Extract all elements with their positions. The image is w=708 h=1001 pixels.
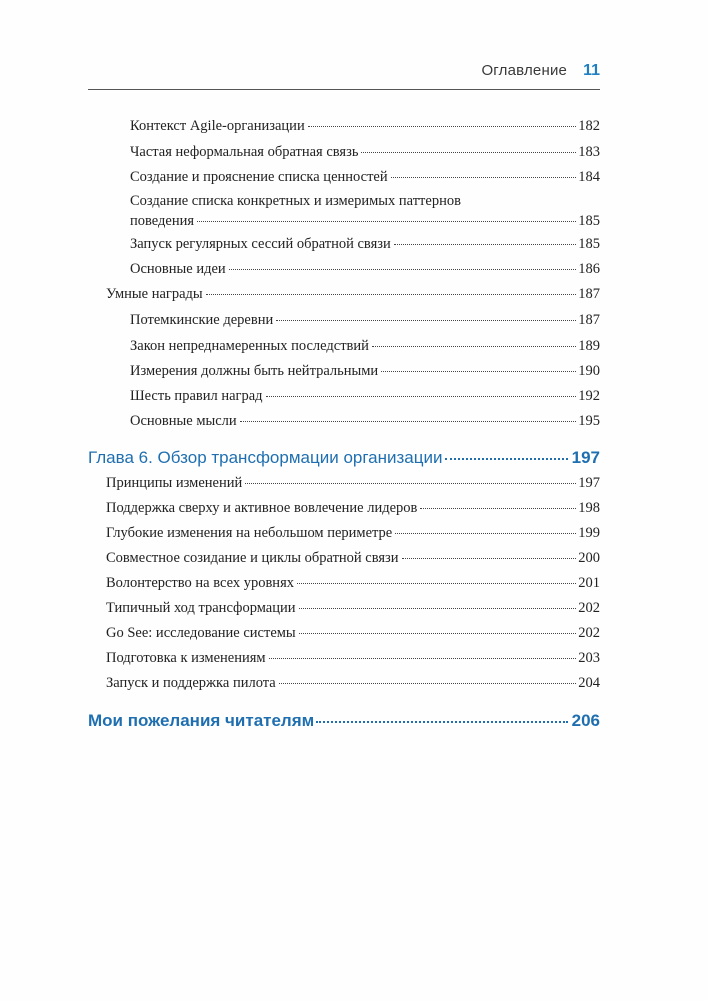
dot-leader — [245, 483, 576, 484]
toc-section[interactable] — [106, 550, 600, 567]
toc-entry-label: Закон непреднамеренных последствий — [130, 338, 369, 354]
toc-entry-label: Создание и прояснение списка ценностей — [130, 169, 388, 185]
toc-entry-label: Частая неформальная обратная связь — [130, 144, 359, 160]
toc-section-page: 201 — [578, 575, 600, 591]
header-rule — [88, 89, 600, 90]
dot-leader — [372, 346, 576, 347]
toc-section[interactable] — [106, 575, 600, 592]
toc-section[interactable] — [106, 675, 600, 692]
toc-section-page: 202 — [578, 625, 600, 641]
toc-entry-page: 185 — [578, 236, 600, 252]
toc-section-label: Глубокие изменения на небольшом периметре — [106, 525, 393, 541]
header-section-title: Оглавление — [481, 62, 568, 79]
toc-entry-page: 186 — [578, 261, 600, 277]
toc-entry-label: Основные мысли — [130, 413, 237, 429]
toc-entry-label: Шесть правил наград — [130, 388, 263, 404]
dot-leader — [299, 633, 577, 634]
final-section-page: 206 — [571, 711, 600, 730]
dot-leader — [381, 371, 576, 372]
running-header — [88, 62, 600, 84]
toc-entry[interactable] — [130, 261, 600, 278]
toc-section[interactable] — [106, 500, 600, 517]
toc-entry-page: 184 — [578, 169, 600, 185]
toc-entry[interactable] — [130, 338, 600, 355]
toc-section-page: 197 — [578, 475, 600, 491]
dot-leader — [240, 421, 577, 422]
toc-entry-page: 190 — [578, 363, 600, 379]
toc-entry[interactable] — [130, 388, 600, 405]
dot-leader — [395, 533, 576, 534]
dot-leader — [279, 683, 577, 684]
toc-entry[interactable] — [130, 169, 600, 186]
dot-leader — [394, 244, 577, 245]
final-section-title: Мои пожелания читателям — [88, 711, 315, 730]
dot-leader — [206, 294, 577, 295]
toc-section-label: Подготовка к изменениям — [106, 650, 266, 666]
dot-leader — [402, 558, 577, 559]
toc-entry-label-line1: Создание списка конкретных и измеримых паттернов — [130, 193, 461, 209]
toc-section-page: 200 — [578, 550, 600, 566]
toc-section-page: 199 — [578, 525, 600, 541]
toc-section[interactable] — [106, 525, 600, 542]
dot-leader — [197, 221, 576, 222]
toc-section-label: Запуск и поддержка пилота — [106, 675, 276, 691]
toc-entry-page: 183 — [578, 144, 600, 160]
toc-section-page: 202 — [578, 600, 600, 616]
dot-leader — [420, 508, 576, 509]
toc-entry-label: Запуск регулярных сессий обратной связи — [130, 236, 391, 252]
toc-entry[interactable] — [130, 144, 600, 161]
toc-section-label: Go See: исследование системы — [106, 625, 296, 641]
toc-entry-page: 189 — [578, 338, 600, 354]
toc-section-label: Умные награды — [106, 286, 203, 302]
toc-entry-page: 192 — [578, 388, 600, 404]
dot-leader — [276, 320, 576, 321]
dot-leader — [445, 458, 568, 460]
toc-section-label: Принципы изменений — [106, 475, 243, 491]
toc-section[interactable] — [106, 286, 600, 303]
toc-entry-label: Измерения должны быть нейтральными — [130, 363, 379, 379]
toc-section-page: 198 — [578, 500, 600, 516]
chapter-page: 197 — [571, 448, 600, 467]
toc-section-page: 203 — [578, 650, 600, 666]
toc-entry-label: Потемкинские деревни — [130, 312, 274, 328]
toc-entry-page: 195 — [578, 413, 600, 429]
toc-section[interactable] — [106, 625, 600, 642]
toc-entry-label: Контекст Agile-организации — [130, 118, 305, 134]
toc-section-page: 204 — [578, 675, 600, 691]
dot-leader — [269, 658, 577, 659]
toc-chapter-6[interactable] — [88, 448, 600, 468]
dot-leader — [361, 152, 576, 153]
dot-leader — [299, 608, 577, 609]
toc-section[interactable] — [106, 600, 600, 617]
toc-entry-label-line2: поведения — [130, 213, 195, 229]
toc-entry[interactable] — [130, 363, 600, 380]
toc-section-label: Совместное созидание и циклы обратной связи — [106, 550, 399, 566]
toc-entry[interactable] — [130, 118, 600, 135]
toc-final-section[interactable] — [88, 711, 600, 731]
toc-section[interactable] — [106, 475, 600, 492]
toc-section-page: 187 — [578, 286, 600, 302]
dot-leader — [266, 396, 577, 397]
toc-entry-multiline[interactable] — [130, 193, 600, 230]
dot-leader — [308, 126, 577, 127]
dot-leader — [391, 177, 577, 178]
toc-entry-page: 185 — [578, 213, 600, 229]
toc-entry[interactable] — [130, 236, 600, 253]
toc-section-label: Типичный ход трансформации — [106, 600, 296, 616]
toc-entry-page: 187 — [578, 312, 600, 328]
toc-entry-page: 182 — [578, 118, 600, 134]
dot-leader — [229, 269, 577, 270]
toc-entry-label: Основные идеи — [130, 261, 226, 277]
toc-section-label: Поддержка сверху и активное вовлечение лидеров — [106, 500, 418, 516]
toc-section[interactable] — [106, 650, 600, 667]
chapter-title: Глава 6. Обзор трансформации организации — [88, 448, 443, 467]
dot-leader — [297, 583, 576, 584]
toc-entry[interactable] — [130, 413, 600, 430]
header-page-number: 11 — [583, 62, 600, 79]
toc-section-label: Волонтерство на всех уровнях — [106, 575, 294, 591]
dot-leader — [316, 721, 567, 723]
toc-entry[interactable] — [130, 312, 600, 329]
